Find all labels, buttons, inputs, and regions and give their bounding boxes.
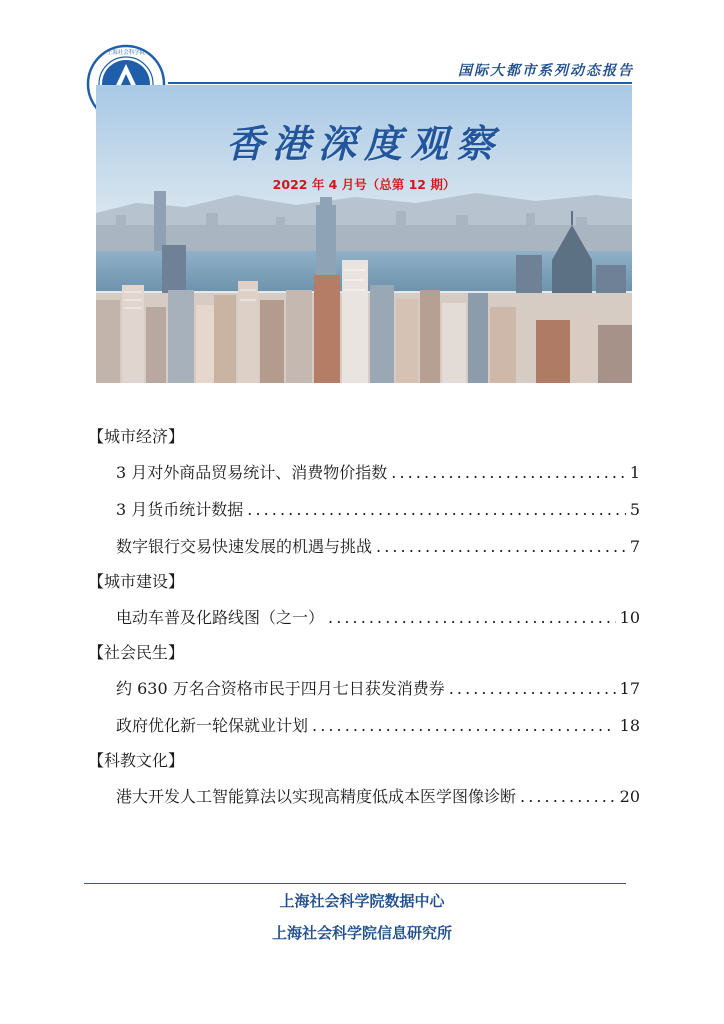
toc-entry[interactable] (88, 454, 640, 491)
toc-entry[interactable] (88, 778, 640, 815)
toc-entry-title: 港大开发人工智能算法以实现高精度低成本医学图像诊断 (116, 787, 517, 806)
toc-entry-page: 18 (619, 716, 640, 735)
toc-entry-page: 10 (619, 608, 640, 627)
toc-section: 【城市建设】 (88, 572, 185, 591)
toc-entry[interactable] (88, 491, 640, 528)
leader-dots (312, 707, 616, 744)
toc-entry[interactable] (88, 528, 640, 565)
toc-section: 【城市经济】 (88, 427, 185, 446)
toc-entry-title: 政府优化新一轮保就业计划 (116, 716, 309, 735)
toc-section: 【社会民生】 (88, 643, 185, 662)
toc-entry-page: 17 (619, 679, 640, 698)
header-rule (168, 82, 632, 84)
leader-dots (449, 670, 616, 707)
toc-entry-title: 数字银行交易快速发展的机遇与挑战 (116, 537, 373, 556)
report-title: 香港深度观察 (225, 121, 502, 166)
toc-entry-title: 3 月对外商品贸易统计、消费物价指数 (116, 463, 388, 482)
issue-number: 2022 年 4 月号（总第 12 期） (272, 177, 456, 192)
leader-dots (520, 778, 616, 815)
toc-entry-title: 电动车普及化路线图（之一） (116, 608, 325, 627)
toc-entry-page: 20 (619, 787, 640, 806)
leader-dots (247, 491, 626, 528)
footer-rule (84, 883, 626, 884)
toc-section: 【科教文化】 (88, 751, 185, 770)
leader-dots (328, 599, 616, 636)
logo-ring-text: 上海社会科学院 (106, 50, 146, 56)
footer-org-info-institute: 上海社会科学院信息研究所 (271, 924, 452, 942)
footer-org-data-center: 上海社会科学院数据中心 (279, 892, 445, 910)
cover-banner (96, 85, 632, 383)
leader-dots (376, 528, 626, 565)
toc-entry[interactable] (88, 707, 640, 744)
table-of-contents (88, 420, 640, 815)
series-title: 国际大都市系列动态报告 (458, 63, 634, 79)
toc-entry-title: 约 630 万名合资格市民于四月七日获发消费券 (116, 679, 445, 698)
toc-entry-page: 7 (629, 537, 640, 556)
toc-entry[interactable] (88, 599, 640, 636)
toc-entry-page: 5 (629, 500, 640, 519)
leader-dots (391, 454, 626, 491)
toc-entry-page: 1 (629, 463, 640, 482)
toc-entry[interactable] (88, 670, 640, 707)
toc-entry-title: 3 月货币统计数据 (116, 500, 244, 519)
